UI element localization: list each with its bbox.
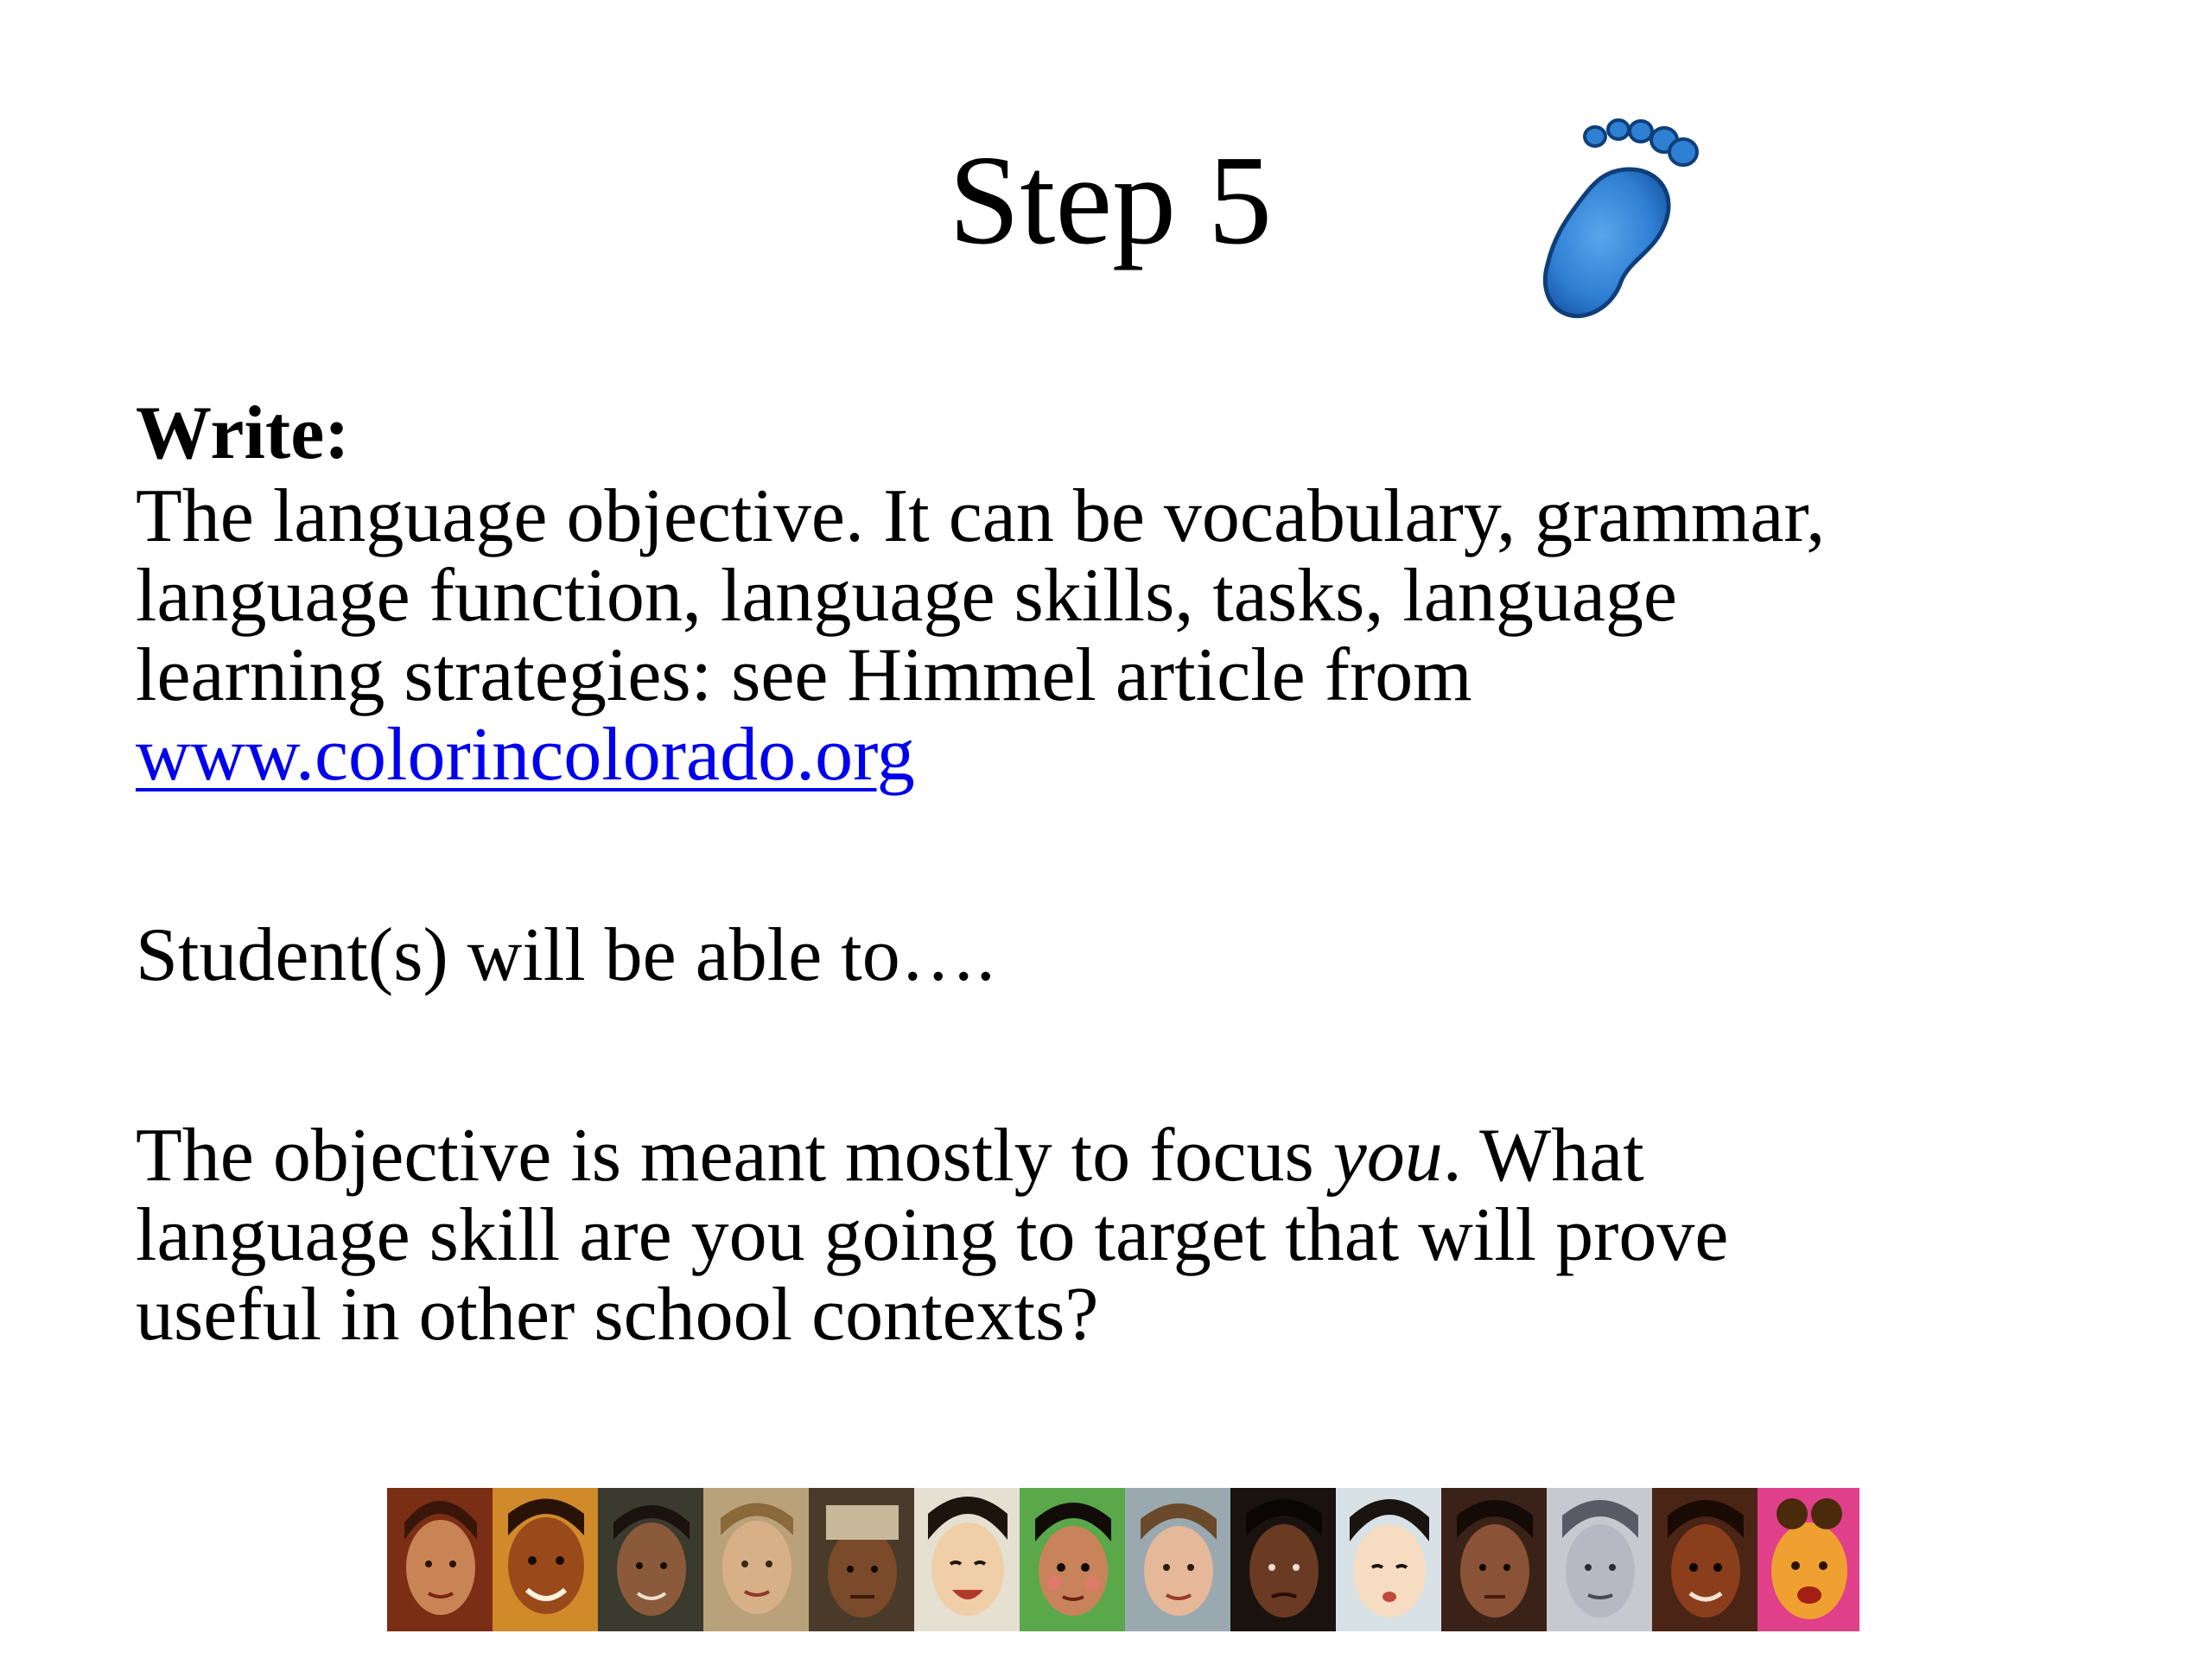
focus-line-3: useful in other school contexts? bbox=[136, 1273, 1099, 1357]
face-image bbox=[1441, 1488, 1547, 1631]
focus-line-1 bbox=[136, 1116, 2106, 1196]
face-image bbox=[1652, 1488, 1758, 1631]
student-prompt: Student(s) will be able to…. bbox=[136, 913, 995, 997]
face-image bbox=[493, 1488, 598, 1631]
colorincolorado-link[interactable]: www.colorincolorado.org bbox=[136, 713, 915, 797]
face-image bbox=[703, 1488, 809, 1631]
face-image bbox=[1758, 1488, 1859, 1631]
focus-line-2: language skill are you going to target that will prove bbox=[136, 1193, 1729, 1277]
focus-paragraph bbox=[136, 1116, 2106, 1355]
objective-paragraph bbox=[136, 474, 2106, 797]
face-image bbox=[598, 1488, 703, 1631]
face-image bbox=[1230, 1488, 1336, 1631]
write-heading: Write: bbox=[136, 391, 350, 475]
focus-line-1-start: The objective is meant mostly to focus bbox=[136, 1114, 1333, 1198]
face-image bbox=[914, 1488, 1020, 1631]
face-image bbox=[1125, 1488, 1230, 1631]
face-image bbox=[387, 1488, 493, 1631]
face-image bbox=[1020, 1488, 1125, 1631]
face-image bbox=[1547, 1488, 1652, 1631]
slide-title: Step 5 bbox=[949, 130, 1273, 271]
objective-line-2: language function, language skills, tasks, language bbox=[136, 554, 1677, 638]
children-faces-banner bbox=[387, 1488, 1859, 1631]
face-image bbox=[809, 1488, 914, 1631]
slide-body bbox=[136, 391, 2106, 1357]
focus-line-1-end: . What bbox=[1442, 1114, 1644, 1198]
objective-line-1: The language objective. It can be vocabulary, grammar, bbox=[136, 474, 1826, 558]
objective-line-3: learning strategies: see Himmel article from bbox=[136, 633, 1472, 717]
face-image bbox=[1336, 1488, 1441, 1631]
footprint-icon bbox=[1500, 109, 1706, 328]
focus-emphasis: you bbox=[1332, 1114, 1443, 1198]
